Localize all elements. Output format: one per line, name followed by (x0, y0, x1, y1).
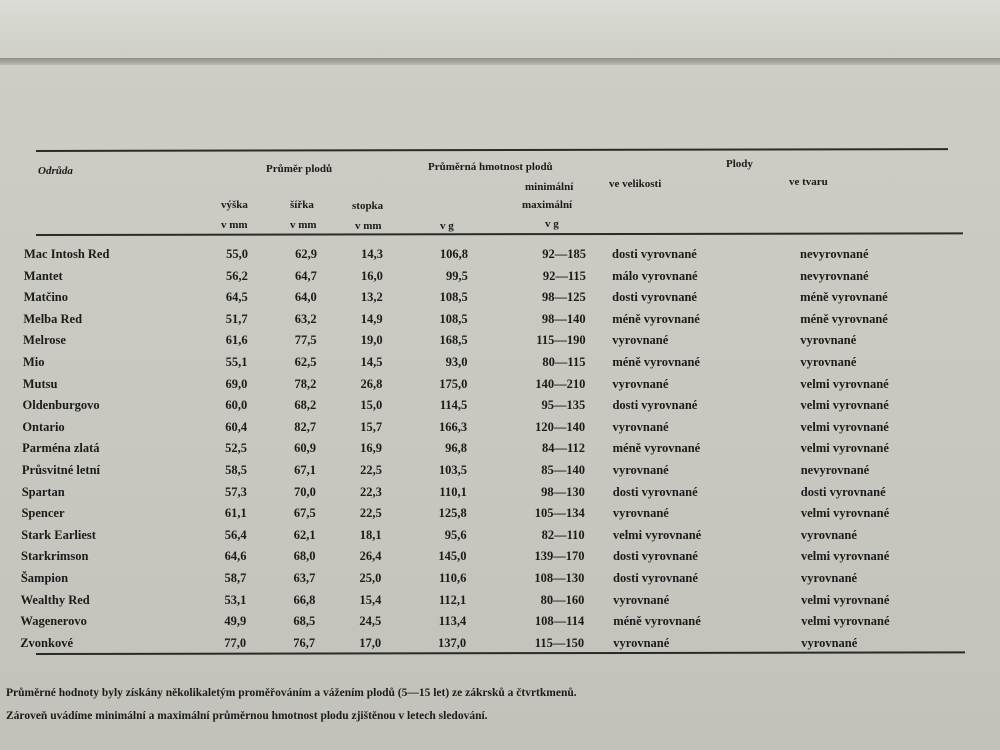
cell-velikost: dosti vyrovnané (612, 484, 698, 499)
cell-odruda: Mantet (23, 268, 63, 283)
cell-stopka: 22,3 (359, 484, 382, 499)
cell-hmotnost: 110,6 (438, 571, 467, 585)
cell-stopka: 22,5 (359, 506, 382, 521)
cell-sirka: 68,5 (293, 614, 316, 629)
cell-hmotnost: 110,1 (439, 484, 467, 499)
cell-minmax: 105—134 (534, 506, 585, 521)
cell-hmotnost: 175,0 (439, 376, 468, 391)
cell-tvar: vyrovnané (800, 527, 857, 542)
cell-minmax: 84—112 (541, 441, 586, 456)
cell-velikost: dosti vyrovnané (612, 290, 697, 305)
cell-vyska: 55,1 (225, 355, 248, 369)
header-sirka: šířka (290, 199, 314, 211)
cell-velikost: vyrovnané (612, 333, 669, 348)
cell-velikost: méně vyrovnané (612, 311, 700, 326)
cell-odruda: Melba Red (23, 311, 83, 326)
cell-stopka: 14,3 (361, 247, 383, 261)
cell-hmotnost: 99,5 (446, 268, 468, 283)
cell-tvar: velmi vyrovnané (800, 549, 890, 564)
cell-vyska: 53,1 (224, 592, 247, 607)
cell-velikost: dosti vyrovnané (613, 571, 698, 585)
cell-vyska: 64,6 (224, 549, 247, 564)
cell-velikost: dosti vyrovnané (612, 398, 698, 413)
cell-velikost: vyrovnané (612, 376, 669, 391)
cell-velikost: vyrovnané (612, 463, 669, 477)
cell-minmax: 98—125 (542, 290, 586, 305)
table-bottom-rule (36, 651, 965, 655)
cell-sirka: 64,0 (294, 290, 317, 305)
cell-hmotnost: 95,6 (444, 527, 467, 542)
cell-hmotnost: 108,5 (439, 290, 468, 305)
cell-sirka: 63,2 (294, 311, 317, 326)
cell-hmotnost: 168,5 (439, 333, 468, 348)
cell-minmax: 95—135 (541, 398, 586, 413)
cell-stopka: 16,0 (361, 268, 383, 283)
cell-odruda: Wagenerovo (20, 614, 87, 629)
cell-hmotnost: 108,5 (439, 311, 468, 326)
cell-tvar: nevyrovnané (800, 463, 870, 477)
cell-minmax: 82—110 (541, 527, 585, 542)
cell-odruda: Zvonkové (20, 635, 74, 650)
cell-odruda: Spencer (21, 506, 65, 521)
cell-minmax: 115—150 (534, 635, 585, 650)
cell-minmax: 120—140 (535, 419, 586, 434)
header-prumer-plodu: Průměr plodů (266, 163, 333, 175)
cell-odruda: Mio (22, 355, 45, 369)
cell-tvar: dosti vyrovnané (800, 484, 886, 499)
cell-tvar: vyrovnané (800, 355, 857, 369)
footnote-2: Zároveň uvádíme minimální a maximální průměrnou hmotnost plodu zjištěnou v letech sledování. (6, 710, 488, 722)
cell-stopka: 26,8 (360, 376, 383, 391)
header-ve-velikosti: ve velikosti (609, 178, 662, 190)
cell-vyska: 77,0 (224, 635, 247, 650)
cell-velikost: vyrovnané (613, 592, 670, 607)
cell-stopka: 15,0 (360, 398, 383, 413)
cell-sirka: 63,7 (293, 571, 316, 585)
cell-stopka: 15,4 (359, 592, 382, 607)
header-stopka-unit: v mm (355, 220, 382, 232)
cell-minmax: 108—130 (534, 571, 585, 585)
cell-tvar: vyrovnané (801, 571, 858, 585)
cell-vyska: 60,4 (225, 419, 248, 434)
cell-minmax: 108—114 (534, 614, 585, 629)
cell-sirka: 78,2 (294, 376, 317, 391)
cell-minmax: 80—115 (542, 355, 586, 369)
cell-stopka: 16,9 (360, 441, 383, 456)
cell-sirka: 62,5 (294, 355, 317, 369)
cell-velikost: méně vyrovnané (612, 355, 700, 369)
cell-tvar: velmi vyrovnané (801, 614, 890, 629)
cell-velikost: málo vyrovnané (612, 268, 698, 283)
cell-minmax: 115—190 (536, 333, 586, 348)
cell-stopka: 15,7 (360, 419, 383, 434)
cell-sirka: 60,9 (294, 441, 317, 456)
cell-odruda: Ontario (22, 419, 65, 434)
cell-stopka: 26,4 (359, 549, 382, 564)
cell-sirka: 77,5 (294, 333, 317, 348)
cell-tvar: vyrovnané (801, 635, 858, 650)
cell-hmotnost: 166,3 (439, 419, 468, 434)
cell-velikost: méně vyrovnané (613, 614, 701, 629)
cell-odruda: Průsvitné letní (21, 463, 101, 477)
header-maximalni: maximální (522, 199, 573, 211)
header-hmotnost-unit: v g (440, 220, 454, 232)
table-header-rule (36, 232, 963, 236)
cell-hmotnost: 103,5 (438, 463, 467, 477)
cell-vyska: 56,2 (226, 268, 248, 283)
cell-sirka: 68,2 (294, 398, 317, 413)
cell-stopka: 14,9 (360, 311, 383, 326)
cell-stopka: 18,1 (359, 527, 382, 542)
cell-odruda: Spartan (21, 484, 65, 499)
cell-vyska: 69,0 (225, 376, 248, 391)
header-minimalni: minimální (525, 181, 574, 193)
cell-velikost: dosti vyrovnané (612, 247, 697, 261)
cell-sirka: 70,0 (293, 484, 316, 499)
cell-minmax: 85—140 (541, 463, 585, 477)
cell-tvar: méně vyrovnané (800, 311, 888, 326)
cell-stopka: 22,5 (360, 463, 382, 477)
cell-minmax: 139—170 (534, 549, 585, 564)
cell-tvar: velmi vyrovnané (801, 592, 890, 607)
cell-tvar: méně vyrovnané (800, 290, 888, 305)
cell-hmotnost: 112,1 (438, 592, 467, 607)
cell-stopka: 24,5 (359, 614, 382, 629)
cell-vyska: 58,7 (224, 571, 247, 585)
cell-vyska: 56,4 (224, 527, 247, 542)
cell-tvar: vyrovnané (800, 333, 857, 348)
cell-tvar: velmi vyrovnané (800, 441, 889, 456)
cell-hmotnost: 96,8 (445, 441, 468, 456)
cell-odruda: Mutsu (22, 376, 58, 391)
cell-vyska: 55,0 (226, 247, 248, 261)
cell-vyska: 57,3 (224, 484, 247, 499)
cell-sirka: 62,1 (293, 527, 316, 542)
cell-vyska: 51,7 (225, 311, 248, 326)
cell-velikost: vyrovnané (612, 419, 669, 434)
cell-tvar: velmi vyrovnané (800, 376, 889, 391)
cell-velikost: méně vyrovnané (612, 441, 701, 456)
cell-sirka: 62,9 (295, 247, 317, 261)
header-stopka: stopka (352, 200, 384, 212)
cell-sirka: 64,7 (295, 268, 317, 283)
cell-stopka: 17,0 (359, 635, 382, 650)
header-vyska-unit: v mm (221, 219, 248, 231)
cell-vyska: 64,5 (225, 290, 248, 305)
footnote-1: Průměrné hodnoty byly získány několikaletým proměřováním a vážením plodů (5—15 let) ze zákrsků a čtvrtkmenů. (6, 687, 577, 699)
cell-odruda: Parména zlatá (22, 441, 100, 456)
cell-vyska: 49,9 (224, 614, 247, 629)
cell-stopka: 14,5 (360, 355, 383, 369)
cell-minmax: 98—140 (541, 311, 586, 326)
cell-odruda: Melrose (23, 333, 66, 348)
cell-hmotnost: 114,5 (439, 398, 468, 413)
cell-vyska: 61,1 (224, 506, 247, 521)
cell-vyska: 52,5 (225, 441, 248, 456)
cell-sirka: 66,8 (293, 592, 316, 607)
cell-odruda: Šampion (20, 571, 69, 585)
cell-minmax: 80—160 (540, 592, 585, 607)
cell-odruda: Wealthy Red (20, 592, 90, 607)
header-vyska: výška (221, 199, 248, 211)
cell-velikost: vyrovnané (613, 635, 670, 650)
cell-sirka: 82,7 (294, 419, 317, 434)
cell-sirka: 76,7 (293, 635, 316, 650)
cell-odruda: Matčino (23, 290, 69, 305)
cell-vyska: 60,0 (225, 398, 248, 413)
cell-hmotnost: 93,0 (445, 355, 468, 369)
cell-sirka: 67,5 (293, 506, 316, 521)
header-plody: Plody (726, 158, 753, 170)
cell-tvar: nevyrovnané (800, 268, 869, 283)
cell-vyska: 61,6 (225, 333, 248, 348)
cell-stopka: 25,0 (359, 571, 382, 585)
cell-tvar: nevyrovnané (800, 247, 869, 261)
cell-tvar: velmi vyrovnané (800, 506, 890, 521)
cell-stopka: 13,2 (360, 290, 383, 305)
cell-velikost: vyrovnané (612, 506, 669, 521)
cell-odruda: Starkrimson (21, 549, 89, 564)
header-sirka-unit: v mm (290, 219, 317, 231)
header-minmax-unit: v g (545, 218, 559, 230)
cell-vyska: 58,5 (225, 463, 247, 477)
cell-stopka: 19,0 (360, 333, 383, 348)
cell-hmotnost: 125,8 (438, 506, 467, 521)
cell-odruda: Oldenburgovo (22, 398, 100, 413)
header-odruda: Odrůda (38, 165, 73, 177)
cell-odruda: Mac Intosh Red (24, 247, 110, 261)
cell-minmax: 92—115 (542, 268, 586, 283)
cell-velikost: dosti vyrovnané (612, 549, 698, 564)
cell-hmotnost: 145,0 (438, 549, 467, 564)
cell-minmax: 92—185 (542, 247, 586, 261)
cell-tvar: velmi vyrovnané (800, 398, 889, 413)
header-prumerna-hmotnost: Průměrná hmotnost plodů (428, 161, 553, 173)
cell-minmax: 98—130 (541, 484, 585, 499)
cell-hmotnost: 113,4 (438, 614, 467, 629)
cell-sirka: 67,1 (294, 463, 316, 477)
table-top-rule (36, 148, 948, 152)
cell-sirka: 68,0 (293, 549, 316, 564)
cell-velikost: velmi vyrovnané (612, 527, 702, 542)
cell-hmotnost: 137,0 (437, 635, 467, 650)
cell-odruda: Stark Earliest (21, 527, 96, 542)
cell-minmax: 140—210 (535, 376, 586, 391)
header-ve-tvaru: ve tvaru (789, 176, 828, 188)
cell-hmotnost: 106,8 (439, 247, 468, 261)
cell-tvar: velmi vyrovnané (800, 419, 889, 434)
